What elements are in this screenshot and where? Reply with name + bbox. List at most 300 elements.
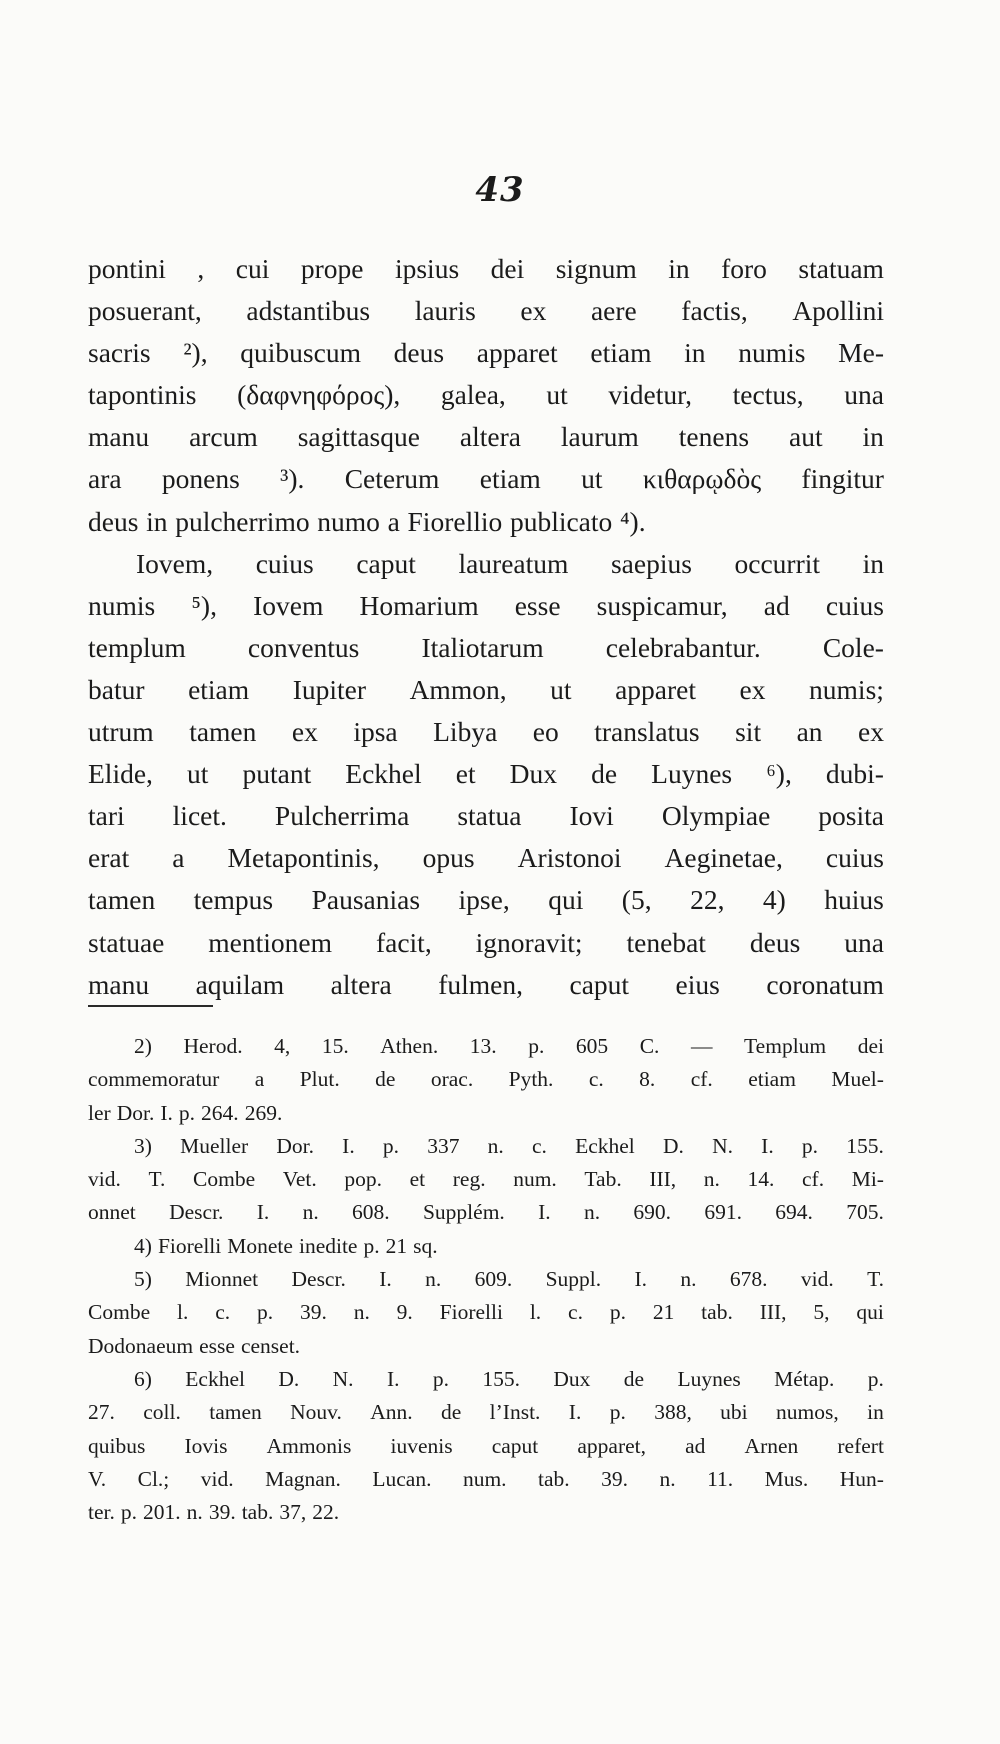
word: Iovis [184, 1433, 228, 1458]
word: p. [867, 1366, 884, 1391]
word: fingitur [801, 463, 884, 495]
word: 39. [601, 1466, 629, 1491]
word: Mueller [180, 1133, 249, 1158]
word: T. [148, 1167, 166, 1192]
word: in [862, 547, 884, 579]
word: Pyth. [508, 1067, 554, 1092]
word: I. [342, 1133, 355, 1158]
word: Iupiter [292, 673, 367, 705]
word: cuius [825, 842, 884, 874]
word: Eckhel [185, 1366, 245, 1391]
word: I. [160, 1100, 173, 1125]
word: ex [739, 673, 766, 705]
word: n. [302, 1200, 319, 1225]
word: apparet [615, 673, 696, 705]
word: 39. [299, 1300, 327, 1325]
word: iuvenis [390, 1433, 453, 1458]
word: Magnan. [265, 1466, 341, 1491]
text-line [88, 248, 884, 290]
word: Athen. [380, 1034, 439, 1058]
word: una [844, 379, 884, 411]
word: lauris [414, 295, 476, 327]
word: aquilam [195, 968, 285, 1000]
word: Lucan. [372, 1466, 432, 1491]
word: Libya [433, 716, 498, 748]
page-number: 43 [475, 170, 525, 210]
word: cuius [825, 589, 884, 621]
word: Aeginetae, [664, 842, 783, 874]
word: numo [317, 505, 380, 537]
word: signum [555, 253, 637, 284]
word: opus [422, 842, 475, 874]
word: videtur, [608, 379, 693, 411]
text-line [88, 922, 884, 964]
word: 27. [88, 1400, 115, 1425]
word: Dux [509, 758, 558, 790]
word: n. [703, 1167, 720, 1192]
word: Metapontinis, [227, 842, 380, 874]
word: p. [256, 1300, 274, 1325]
word: vid. [88, 1167, 121, 1192]
word: Descr. [169, 1200, 224, 1225]
word: deus [393, 337, 445, 369]
word: Supplém. [422, 1200, 505, 1225]
word: tamen [88, 884, 156, 916]
word: 609. [474, 1267, 513, 1292]
word: ⁶), [766, 758, 792, 790]
word: mentionem [208, 926, 333, 958]
word: p. [382, 1133, 400, 1158]
word: ad [763, 589, 790, 621]
word: commemoratur [88, 1067, 220, 1092]
word: Nouv. [290, 1400, 342, 1425]
word: I. [538, 1200, 551, 1225]
word: 388, [654, 1400, 692, 1425]
text-line [88, 964, 884, 1006]
footnote-line [88, 1063, 884, 1096]
word: in [146, 505, 168, 537]
word: ponens [161, 463, 240, 495]
word: ut [581, 463, 603, 495]
word: 201. [143, 1500, 181, 1525]
text-line [88, 458, 884, 500]
word: I. [379, 1267, 392, 1292]
word: numis [88, 589, 156, 621]
word: utrum [88, 716, 154, 748]
word: l. [529, 1300, 542, 1325]
word: numos, [776, 1400, 839, 1425]
word: templum [88, 631, 186, 663]
word: ipse, [458, 884, 510, 916]
word: ⁴). [619, 505, 646, 537]
word: Monete [227, 1233, 293, 1258]
word: tamen [209, 1400, 262, 1425]
word: c. [215, 1300, 231, 1325]
word: 2) [134, 1034, 152, 1058]
word: p. [120, 1500, 138, 1525]
word: in [668, 253, 690, 284]
word: de [375, 1067, 396, 1092]
word: 3) [134, 1133, 152, 1158]
word: sagittasque [297, 421, 420, 453]
word: Dor. [116, 1100, 155, 1125]
word: et [409, 1167, 426, 1192]
word: orac. [430, 1067, 474, 1092]
word: (5, [621, 884, 652, 916]
word: deus [749, 926, 801, 958]
word: aut [788, 421, 823, 453]
word: 605 [575, 1034, 609, 1058]
word: in [684, 337, 706, 369]
word: Fiorellio [407, 505, 503, 537]
text-line [88, 290, 884, 332]
word: conventus [247, 631, 360, 663]
word: T. [867, 1267, 884, 1292]
word: I. [634, 1267, 648, 1292]
word: ex [291, 716, 318, 748]
word: pontini [88, 253, 166, 284]
text-line [88, 753, 884, 795]
word: Combe [88, 1300, 151, 1325]
word: Herod. [183, 1034, 243, 1058]
word: tenens [678, 421, 750, 453]
word: l. [176, 1300, 189, 1325]
word: ex [858, 716, 884, 748]
footnote-line [88, 1230, 884, 1263]
word: Mi- [851, 1167, 884, 1192]
word: dubi- [825, 758, 884, 790]
word: Iovem, [136, 547, 214, 579]
text-line [88, 795, 884, 837]
word: sacris [88, 337, 151, 369]
word: C. [639, 1034, 660, 1058]
word: ²), [183, 337, 208, 369]
word: ut [546, 379, 568, 411]
word: Luynes [651, 758, 733, 790]
word: III, [649, 1167, 677, 1192]
word: de [623, 1366, 645, 1391]
word: num. [462, 1466, 507, 1491]
word: N. [332, 1366, 354, 1391]
text-line [88, 332, 884, 374]
word: Homarium [359, 589, 479, 621]
word: n. [583, 1200, 601, 1225]
word: statuam [798, 253, 884, 284]
word: celebrabantur. [605, 631, 761, 663]
word: Aristonoi [517, 842, 622, 874]
word: vid. [200, 1466, 234, 1491]
word: caput [569, 968, 630, 1000]
word: I. [568, 1400, 582, 1425]
word: ad [685, 1433, 706, 1458]
word: tapontinis [88, 379, 197, 411]
word: 5) [134, 1267, 152, 1292]
word: cf. [802, 1167, 825, 1192]
word: tenebat [626, 926, 706, 958]
word: Dodonaeum [88, 1333, 194, 1358]
word: dei [490, 253, 525, 284]
word: 8. [639, 1067, 656, 1092]
word: facit, [375, 926, 432, 958]
word: Muel- [831, 1067, 884, 1092]
text-line [88, 585, 884, 627]
word: statuae [88, 926, 165, 958]
word: 21 [652, 1300, 675, 1325]
word: 37, [279, 1500, 307, 1525]
word: a [254, 1067, 265, 1092]
word: numis [738, 337, 806, 369]
word: Mionnet [185, 1267, 259, 1292]
footnote-line [88, 1163, 884, 1196]
word: 4) [762, 884, 786, 916]
word: p. [609, 1300, 626, 1325]
word: 608. [352, 1200, 390, 1225]
word: Descr. [291, 1267, 346, 1292]
word: I. [256, 1200, 270, 1225]
word: 9. [396, 1300, 413, 1325]
word: batur [88, 673, 145, 705]
word: D. [662, 1133, 684, 1158]
word: huius [824, 884, 884, 916]
word: Iovem [253, 589, 324, 621]
word: 691. [704, 1200, 742, 1225]
word: 21 [385, 1233, 408, 1258]
word: prope [300, 253, 364, 284]
word: Dor. [276, 1133, 314, 1158]
text-line [88, 711, 884, 753]
word: foro [721, 253, 767, 284]
word: Tab. [584, 1167, 622, 1192]
word: 14. [747, 1167, 775, 1192]
word: posuerant, [88, 295, 202, 327]
word: Plut. [299, 1067, 340, 1092]
word: p. [363, 1233, 380, 1258]
footnote-line [88, 1430, 884, 1463]
word: 155. [846, 1133, 884, 1158]
word: ara [88, 463, 122, 495]
main-text [88, 248, 884, 1006]
word: cuius [255, 547, 314, 579]
word: onnet [88, 1200, 136, 1225]
text-line [88, 669, 884, 711]
word: ler [88, 1100, 111, 1125]
word: Hun- [839, 1466, 884, 1491]
word: c. [588, 1067, 604, 1092]
word: manu [88, 968, 150, 1000]
word: altera [330, 968, 392, 1000]
word: vid. [800, 1267, 834, 1292]
word: Me- [838, 337, 884, 369]
word: tab. [538, 1466, 570, 1491]
word: p. [801, 1133, 819, 1158]
word: esse [199, 1333, 235, 1358]
word: num. [513, 1167, 557, 1192]
word: tab. [701, 1300, 733, 1325]
word: n. [186, 1500, 203, 1525]
footnotes [88, 1030, 884, 1529]
word: inedite [298, 1233, 358, 1258]
word: qui [548, 884, 584, 916]
word: esse [514, 589, 561, 621]
word: κιθαρῳδὸς [642, 463, 762, 495]
word: cf. [690, 1067, 713, 1092]
word: Iovi [569, 800, 614, 832]
word: pulcherrimo [175, 505, 310, 537]
word: Arnen [744, 1433, 799, 1458]
word: deus [88, 505, 139, 537]
word: licet. [172, 800, 227, 832]
word: , [197, 253, 205, 284]
word: Luynes [677, 1366, 741, 1391]
word: Elide, [88, 758, 153, 790]
word: coll. [143, 1400, 181, 1425]
word: putant [242, 758, 312, 790]
word: et [455, 758, 476, 790]
word: 690. [633, 1200, 672, 1225]
word: ter. [88, 1500, 115, 1525]
word: Eckhel [345, 758, 422, 790]
word: 5, [813, 1300, 830, 1325]
word: una [844, 926, 884, 958]
text-line [88, 837, 884, 879]
word: erat [88, 842, 130, 874]
word: apparet, [577, 1433, 647, 1458]
word: Mus. [764, 1466, 809, 1491]
word: eius [675, 968, 720, 1000]
word: Ann. [370, 1400, 413, 1425]
word: a [172, 842, 185, 874]
word: caput [356, 547, 416, 579]
word: de [441, 1400, 462, 1425]
word: Eckhel [575, 1133, 635, 1158]
word: p. [178, 1100, 196, 1125]
word: tamen [189, 716, 257, 748]
word: cui [235, 253, 270, 284]
word: Pausanias [311, 884, 421, 916]
word: ³). [280, 463, 305, 495]
text-line [88, 879, 884, 921]
footnote-line [88, 1463, 884, 1496]
footnote-divider [88, 1005, 213, 1007]
word: n. [680, 1267, 697, 1292]
word: 11. [707, 1466, 734, 1491]
word: tectus, [732, 379, 804, 411]
word: n. [487, 1133, 504, 1158]
word: I. [761, 1133, 774, 1158]
word: tari [88, 800, 125, 832]
word: apparet [476, 337, 558, 369]
word: D. [278, 1366, 300, 1391]
word: 337 [427, 1133, 460, 1158]
word: coronatum [766, 968, 884, 1000]
word: adstantibus [246, 295, 371, 327]
word: laurum [560, 421, 639, 453]
word: 13. [469, 1034, 497, 1058]
text-line [88, 501, 884, 543]
word: ipsa [353, 716, 398, 748]
word: factis, [681, 295, 748, 327]
word: eo [532, 716, 559, 748]
word: Vet. [282, 1167, 317, 1192]
word: ipsius [394, 253, 460, 284]
word: c. [568, 1300, 583, 1325]
word: p. [528, 1034, 545, 1058]
word: in [867, 1400, 884, 1425]
word: Ammon, [409, 673, 507, 705]
word: Suppl. [545, 1267, 602, 1292]
word: arcum [189, 421, 258, 453]
word: 22, [690, 884, 725, 916]
word: refert [837, 1433, 884, 1458]
word: ubi [720, 1400, 748, 1425]
word: saepius [610, 547, 692, 579]
word: 269. [244, 1100, 283, 1125]
word: 694. [775, 1200, 813, 1225]
word: Ceterum [344, 463, 440, 495]
word: Pulcherrima [274, 800, 410, 832]
word: in [862, 421, 884, 453]
word: qui [856, 1300, 884, 1325]
word: aere [590, 295, 637, 327]
word: 264. [201, 1100, 239, 1125]
word: fulmen, [438, 968, 523, 1000]
word: Templum [744, 1034, 827, 1058]
footnote-line [88, 1396, 884, 1429]
word: Ammonis [266, 1433, 352, 1458]
word: dei [857, 1034, 884, 1058]
word: reg. [452, 1167, 486, 1192]
word: a [387, 505, 400, 537]
word: n. [659, 1466, 676, 1491]
word: sq. [413, 1233, 438, 1258]
word: an [796, 716, 823, 748]
word: ex [520, 295, 547, 327]
word: pop. [344, 1167, 382, 1192]
word: c. [531, 1133, 547, 1158]
word: 39. [208, 1500, 236, 1525]
word: n. [353, 1300, 370, 1325]
word: quibus [88, 1433, 146, 1458]
word: ut [187, 758, 209, 790]
word: ⁵), [191, 589, 217, 621]
word: Olympiae [661, 800, 771, 832]
word: laureatum [458, 547, 569, 579]
word: tab. [241, 1500, 274, 1525]
word: quibuscum [240, 337, 361, 369]
word: ut [550, 673, 572, 705]
word: altera [459, 421, 521, 453]
footnote-line [88, 1196, 884, 1229]
word: Dux [553, 1366, 591, 1391]
word: 22. [312, 1500, 340, 1525]
word: 4) [134, 1233, 152, 1258]
word: III, [759, 1300, 787, 1325]
word: p. [432, 1366, 449, 1391]
word: suspicamur, [596, 589, 728, 621]
word: etiam [748, 1067, 796, 1092]
word: 705. [846, 1200, 884, 1225]
word: (δαφνηφόρος), [237, 379, 401, 411]
word: de [591, 758, 618, 790]
word: ignoravit; [475, 926, 583, 958]
footnote-line [88, 1363, 884, 1396]
word: Fiorelli [157, 1233, 222, 1258]
word: publicato [509, 505, 613, 537]
word: galea, [440, 379, 506, 411]
word: statua [457, 800, 522, 832]
word: numis; [809, 673, 884, 705]
word: Cl.; [137, 1466, 170, 1491]
